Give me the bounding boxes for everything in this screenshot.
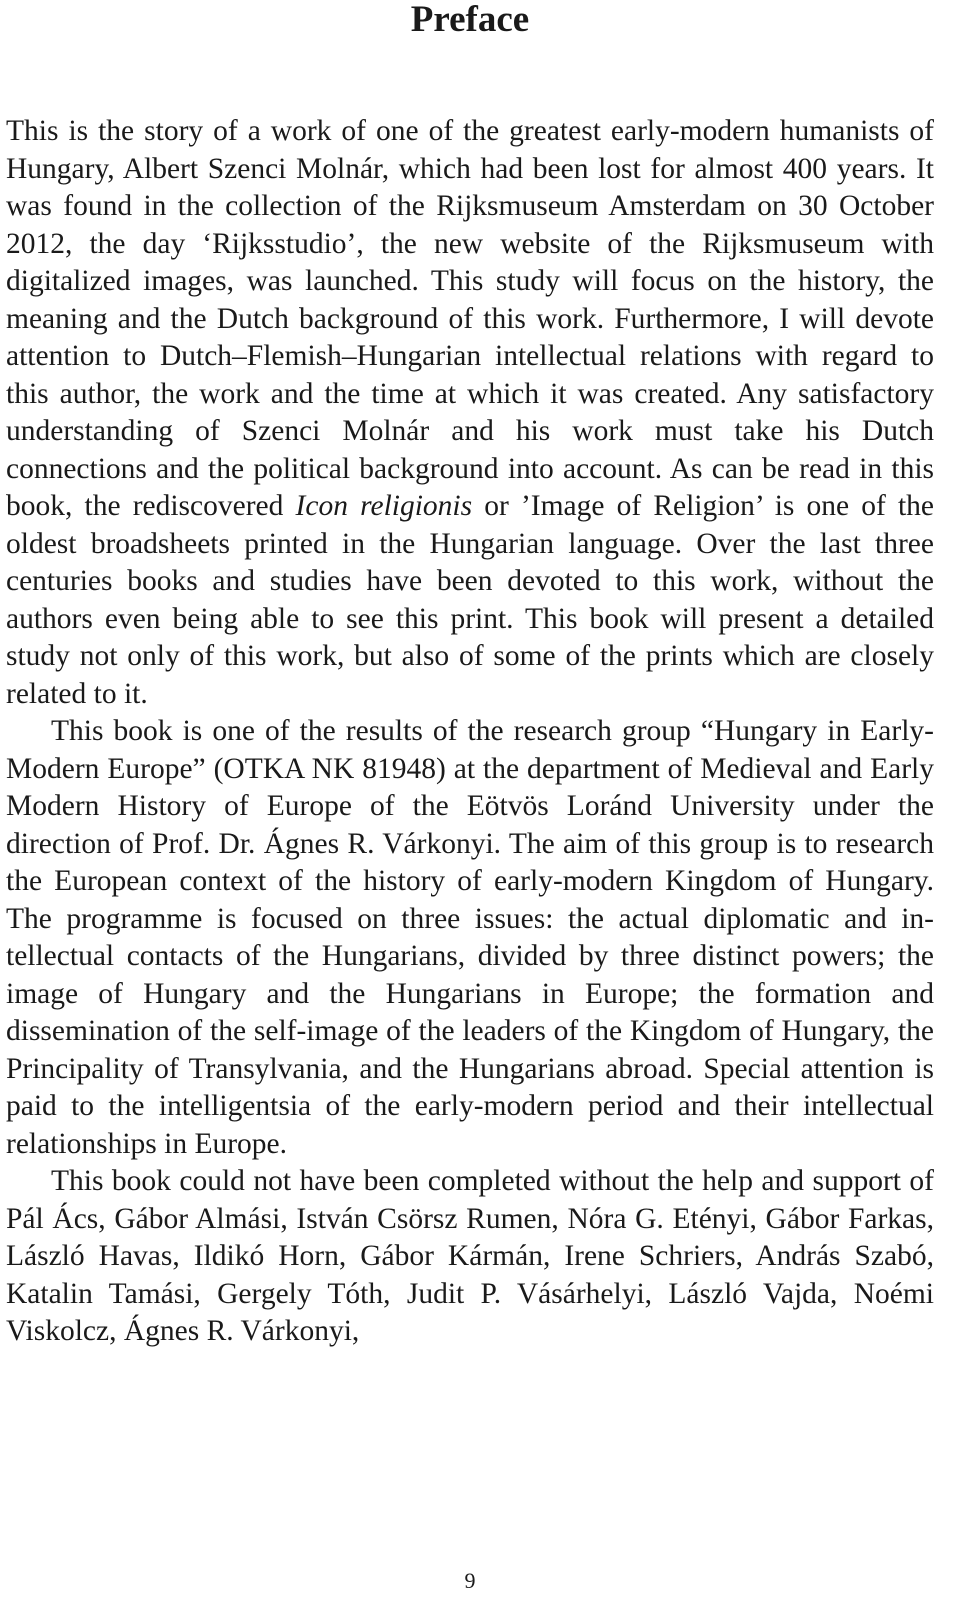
paragraph-1 <box>6 113 934 713</box>
page <box>6 0 934 1351</box>
paragraph-2: This book is one of the results of the research group “Hungary in Early-Modern Europe” (OTKA NK 81948) at the department of Medieval and Early Modern History of Europe of the Eötvös Loránd University under the direction of Prof. Dr. Ágnes R. Várkonyi. The aim of this group is to research the European context of the history of early-modern Kingdom of Hungary. The programme is focused on three issues: the actual diplomatic and intellectual contacts of the Hungarians, divided by three distinct powers; the image of Hungary and the Hungarians in Europe; the formation and dissemination of the self-image of the leaders of the Kingdom of Hungary, the Principality of Transylvania, and the Hungarians abroad. Special attention is paid to the intelligentsia of the early-modern period and their intellectual relationships in Europe. <box>6 715 934 1160</box>
page-number: 9 <box>464 1568 476 1593</box>
page-title: Preface <box>410 0 530 40</box>
paragraph-1-text-start: This is the story of a work of one of the greatest early-modern humanists of Hungary, Albert Szenci Molnár, which had been lost for almost 400 years. It was found in the collection of the Rijksmuseum Amsterdam on 30 October 2012, the day ‘Rijksstudio’, the new website of the Rijksmuseum with digitalized images, was launched. This study will focus on the history, the meaning and the Dutch background of this work. Furthermore, I will devote attention to Dutch–Flemish–Hungarian intellectual relations with regard to this author, the work and the time at which it was created. Any satisfactory understanding of Szenci Molnár and his work must take his Dutch connections and the political background into account. As can be read in this book, the rediscovered <box>6 115 934 522</box>
body-text <box>6 113 934 1351</box>
paragraph-1-text-end: or ’Image of Religion’ is one of the oldest broadsheets printed in the Hungarian language. Over the last three centuries books and studies have been devoted to this work, without the authors even being able to see this print. This book will present a detailed study not only of this work, but also of some of the prints which are closely related to it. <box>6 490 934 710</box>
paragraph-1-italic-title: Icon religionis <box>295 490 473 522</box>
paragraph-3: This book could not have been completed without the help and support of Pál Ács, Gábor Almási, István Csörsz Rumen, Nóra G. Etényi, Gábor Farkas, László Havas, Ildikó Horn, Gábor Kármán, Irene Schriers, András Szabó, Katalin Tamási, Gergely Tóth, Judit P. Vásárhelyi, László Vajda, Noémi Viskolcz, Ágnes R. Várkonyi, <box>6 1165 934 1347</box>
